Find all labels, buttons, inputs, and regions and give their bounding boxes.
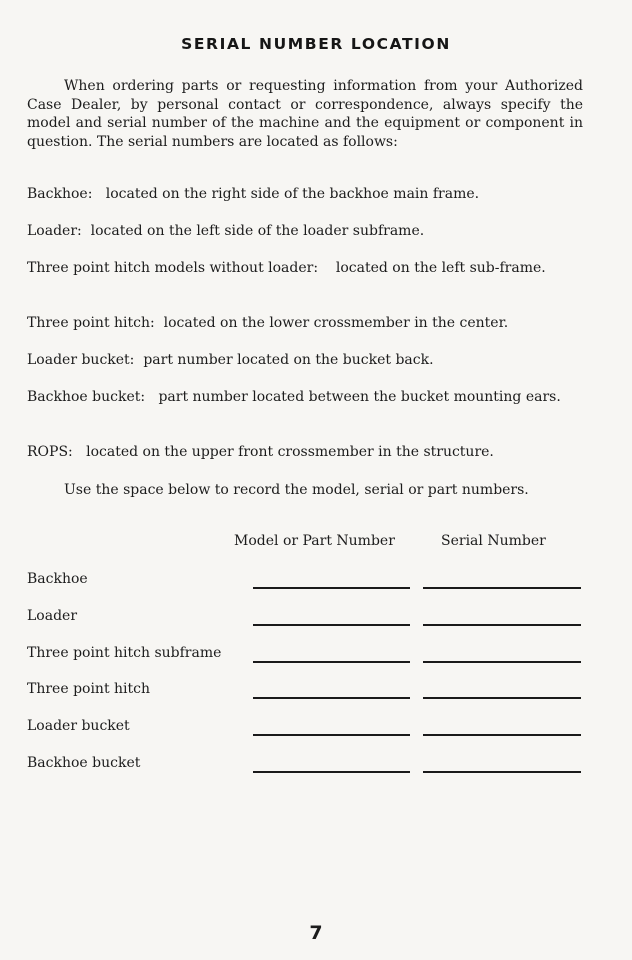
- location-text: located on the left side of the loader subframe.: [90, 223, 425, 239]
- page-title: SERIAL NUMBER LOCATION: [181, 35, 451, 53]
- record-row-label: Three point hitch: [27, 681, 151, 697]
- location-text: located on the right side of the backhoe main frame.: [105, 186, 480, 202]
- location-label: Three point hitch:: [27, 315, 155, 331]
- record-row-backhoe: [27, 571, 587, 593]
- model-entry-line: [253, 661, 410, 663]
- serial-column-header: Serial Number: [441, 533, 546, 549]
- serial-entry-line: [423, 624, 581, 626]
- serial-entry-line: [423, 587, 581, 589]
- serial-entry-line: [423, 661, 581, 663]
- model-entry-line: [253, 587, 410, 589]
- location-loader-bucket: [27, 351, 583, 370]
- location-backhoe-bucket: [27, 388, 583, 407]
- serial-entry-line: [423, 734, 581, 736]
- location-loader: [27, 222, 583, 241]
- location-label: Loader bucket:: [27, 352, 135, 368]
- location-label: Loader:: [27, 223, 82, 239]
- location-label: Backhoe:: [27, 186, 93, 202]
- record-row-label: Loader bucket: [27, 718, 130, 734]
- record-row-label: Loader: [27, 608, 78, 624]
- model-entry-line: [253, 771, 410, 773]
- record-row-three-point-hitch: [27, 681, 587, 703]
- location-text: part number located on the bucket back.: [143, 352, 434, 368]
- model-column-header: Model or Part Number: [234, 533, 395, 549]
- location-text: located on the upper front crossmember in the structure.: [86, 444, 494, 460]
- location-rops: [27, 443, 583, 462]
- location-label: Backhoe bucket:: [27, 389, 146, 405]
- location-label: ROPS:: [27, 444, 73, 460]
- record-row-backhoe-bucket: [27, 755, 587, 777]
- location-text: part number located between the bucket mounting ears.: [158, 389, 561, 405]
- location-three-point-hitch-no-loader: [27, 259, 583, 278]
- serial-entry-line: [423, 697, 581, 699]
- record-instruction: Use the space below to record the model, serial or part numbers.: [64, 482, 529, 498]
- location-three-point-hitch: [27, 314, 583, 333]
- model-entry-line: [253, 734, 410, 736]
- location-text: located on the lower crossmember in the center.: [163, 315, 509, 331]
- location-text: located on the left sub-frame.: [335, 260, 546, 276]
- serial-entry-line: [423, 771, 581, 773]
- record-row-loader-bucket: [27, 718, 587, 740]
- record-row-three-point-hitch-subframe: [27, 645, 587, 667]
- record-row-loader: [27, 608, 587, 630]
- page-number: 7: [309, 922, 323, 944]
- location-backhoe: [27, 185, 583, 204]
- model-entry-line: [253, 624, 410, 626]
- record-row-label: Three point hitch subframe: [27, 645, 222, 661]
- record-row-label: Backhoe: [27, 571, 88, 587]
- location-label: Three point hitch models without loader:: [27, 260, 319, 276]
- record-row-label: Backhoe bucket: [27, 755, 141, 771]
- model-entry-line: [253, 697, 410, 699]
- intro-paragraph: When ordering parts or requesting information from your Authorized Case Dealer, by personal contact or correspondence, always specify the model and serial number of the machine and the equipment or component in question. The serial numbers are located as follows:: [27, 78, 583, 150]
